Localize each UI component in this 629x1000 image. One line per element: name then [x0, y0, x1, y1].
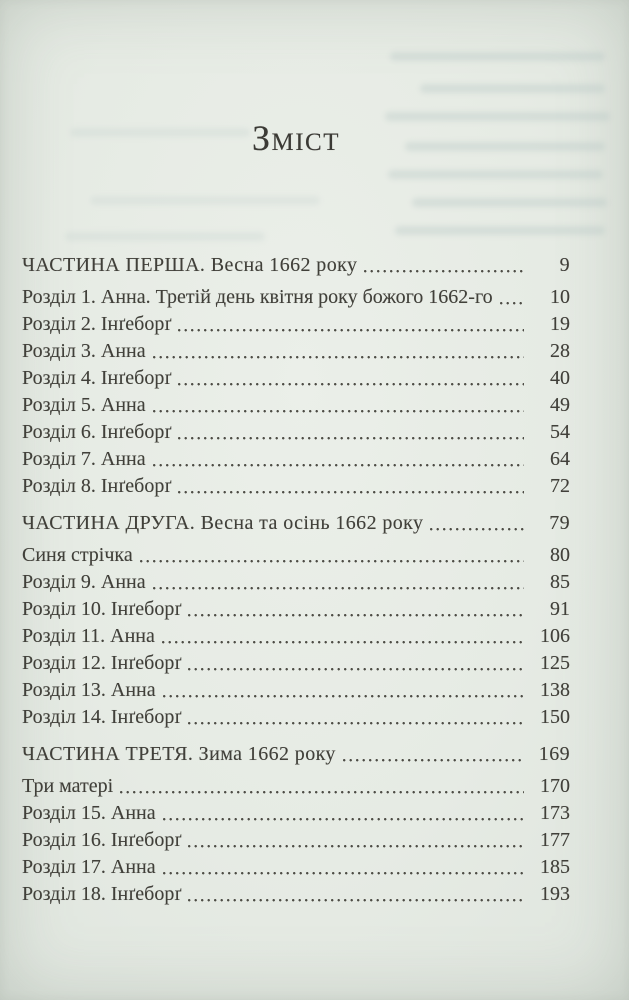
toc-entry-label: ЧАСТИНА ДРУГА. Весна та осінь 1662 року: [22, 512, 424, 534]
toc-entry-label: Розділ 9. Анна: [22, 571, 146, 593]
toc-row: [22, 392, 570, 419]
dot-leader: [497, 284, 524, 311]
toc-entry-label: Розділ 8. Інґеборґ: [22, 475, 172, 497]
toc-row-part: [22, 741, 570, 768]
toc-page-number: 79: [549, 512, 570, 534]
dot-leader: [185, 596, 524, 623]
toc-entry-label: Синя стрічка: [22, 544, 133, 566]
dot-leader: [427, 510, 524, 537]
dot-leader: [160, 800, 524, 827]
toc-row: [22, 473, 570, 500]
dot-leader: [361, 252, 524, 279]
toc-entry-label: Розділ 11. Анна: [22, 625, 155, 647]
dot-leader: [137, 542, 524, 569]
toc-entry-label: Розділ 12. Інґеборґ: [22, 652, 182, 674]
toc-page-number: 40: [550, 367, 570, 389]
toc-row: [22, 569, 570, 596]
toc-page-number: 28: [550, 340, 570, 362]
dot-leader: [185, 881, 524, 908]
toc-page-number: 80: [550, 544, 570, 566]
page-title: Зміст: [251, 118, 341, 158]
bleed-through-line: [65, 232, 265, 241]
toc-entry-label: Розділ 16. Інґеборґ: [22, 829, 182, 851]
dot-leader: [150, 392, 524, 419]
dot-leader: [175, 419, 524, 446]
toc-row-part: [22, 510, 570, 537]
bleed-through-line: [70, 128, 250, 137]
toc-row: [22, 704, 570, 731]
toc-entry-label: Розділ 2. Інґеборґ: [22, 313, 172, 335]
toc-entry-label: Розділ 13. Анна: [22, 679, 156, 701]
toc-entry-label: Розділ 1. Анна. Третій день квітня року божого 1662-го: [22, 286, 493, 308]
toc-page-number: 169: [538, 743, 570, 765]
toc-page-number: 64: [550, 448, 570, 470]
toc-entry-label: Розділ 7. Анна: [22, 448, 146, 470]
toc-row: [22, 365, 570, 392]
toc-page-number: 85: [550, 571, 570, 593]
toc-row: [22, 284, 570, 311]
toc-page-number: 72: [550, 475, 570, 497]
toc-page-number: 185: [540, 856, 570, 878]
toc-page-number: 19: [550, 313, 570, 335]
dot-leader: [185, 650, 524, 677]
dot-leader: [185, 704, 524, 731]
toc-page-number: 170: [540, 775, 570, 797]
toc-page-number: 49: [550, 394, 570, 416]
toc-row: [22, 677, 570, 704]
bleed-through-line: [390, 52, 605, 61]
bleed-through-line: [385, 112, 610, 121]
toc-row: [22, 827, 570, 854]
toc-page-number: 150: [540, 706, 570, 728]
toc-entry-label: Розділ 3. Анна: [22, 340, 146, 362]
toc-row: [22, 881, 570, 908]
toc-page-number: 91: [550, 598, 570, 620]
bleed-through-line: [412, 198, 607, 207]
bleed-through-line: [388, 170, 603, 179]
toc-page-number: 10: [550, 286, 570, 308]
dot-leader: [160, 854, 524, 881]
bleed-through-line: [420, 84, 605, 93]
dot-leader: [175, 365, 524, 392]
toc-row: [22, 419, 570, 446]
dot-leader: [150, 338, 524, 365]
toc-row: [22, 338, 570, 365]
dot-leader: [160, 677, 524, 704]
dot-leader: [175, 311, 524, 338]
toc-row: [22, 311, 570, 338]
toc-entry-label: Розділ 4. Інґеборґ: [22, 367, 172, 389]
toc-row: [22, 773, 570, 800]
toc-page-number: 173: [540, 802, 570, 824]
toc-page-number: 9: [559, 254, 570, 276]
dot-leader: [150, 446, 524, 473]
toc-row: [22, 446, 570, 473]
dot-leader: [150, 569, 524, 596]
toc-page-number: 125: [540, 652, 570, 674]
toc-entry-label: Розділ 18. Інґеборґ: [22, 883, 182, 905]
toc-page-number: 193: [540, 883, 570, 905]
toc-page-number: 177: [540, 829, 570, 851]
toc-entry-label: Три матері: [22, 775, 114, 797]
bleed-through-line: [405, 142, 605, 151]
toc-row-part: [22, 252, 570, 279]
toc-entry-label: ЧАСТИНА ПЕРША. Весна 1662 року: [22, 254, 358, 276]
toc-row: [22, 623, 570, 650]
toc-entry-label: Розділ 6. Інґеборґ: [22, 421, 172, 443]
bleed-through-line: [90, 196, 320, 205]
toc-row: [22, 854, 570, 881]
table-of-contents: [22, 252, 570, 908]
toc-entry-label: Розділ 15. Анна: [22, 802, 156, 824]
toc-page-number: 54: [550, 421, 570, 443]
dot-leader: [175, 473, 524, 500]
dot-leader: [185, 827, 524, 854]
toc-row: [22, 542, 570, 569]
toc-entry-label: Розділ 17. Анна: [22, 856, 156, 878]
bleed-through-line: [395, 226, 605, 235]
toc-page-number: 106: [540, 625, 570, 647]
toc-page-number: 138: [540, 679, 570, 701]
toc-entry-label: Розділ 14. Інґеборґ: [22, 706, 182, 728]
toc-row: [22, 800, 570, 827]
toc-row: [22, 596, 570, 623]
dot-leader: [117, 773, 524, 800]
toc-entry-label: Розділ 5. Анна: [22, 394, 146, 416]
dot-leader: [159, 623, 524, 650]
toc-entry-label: ЧАСТИНА ТРЕТЯ. Зима 1662 року: [22, 743, 336, 765]
toc-row: [22, 650, 570, 677]
dot-leader: [340, 741, 524, 768]
toc-entry-label: Розділ 10. Інґеборґ: [22, 598, 182, 620]
